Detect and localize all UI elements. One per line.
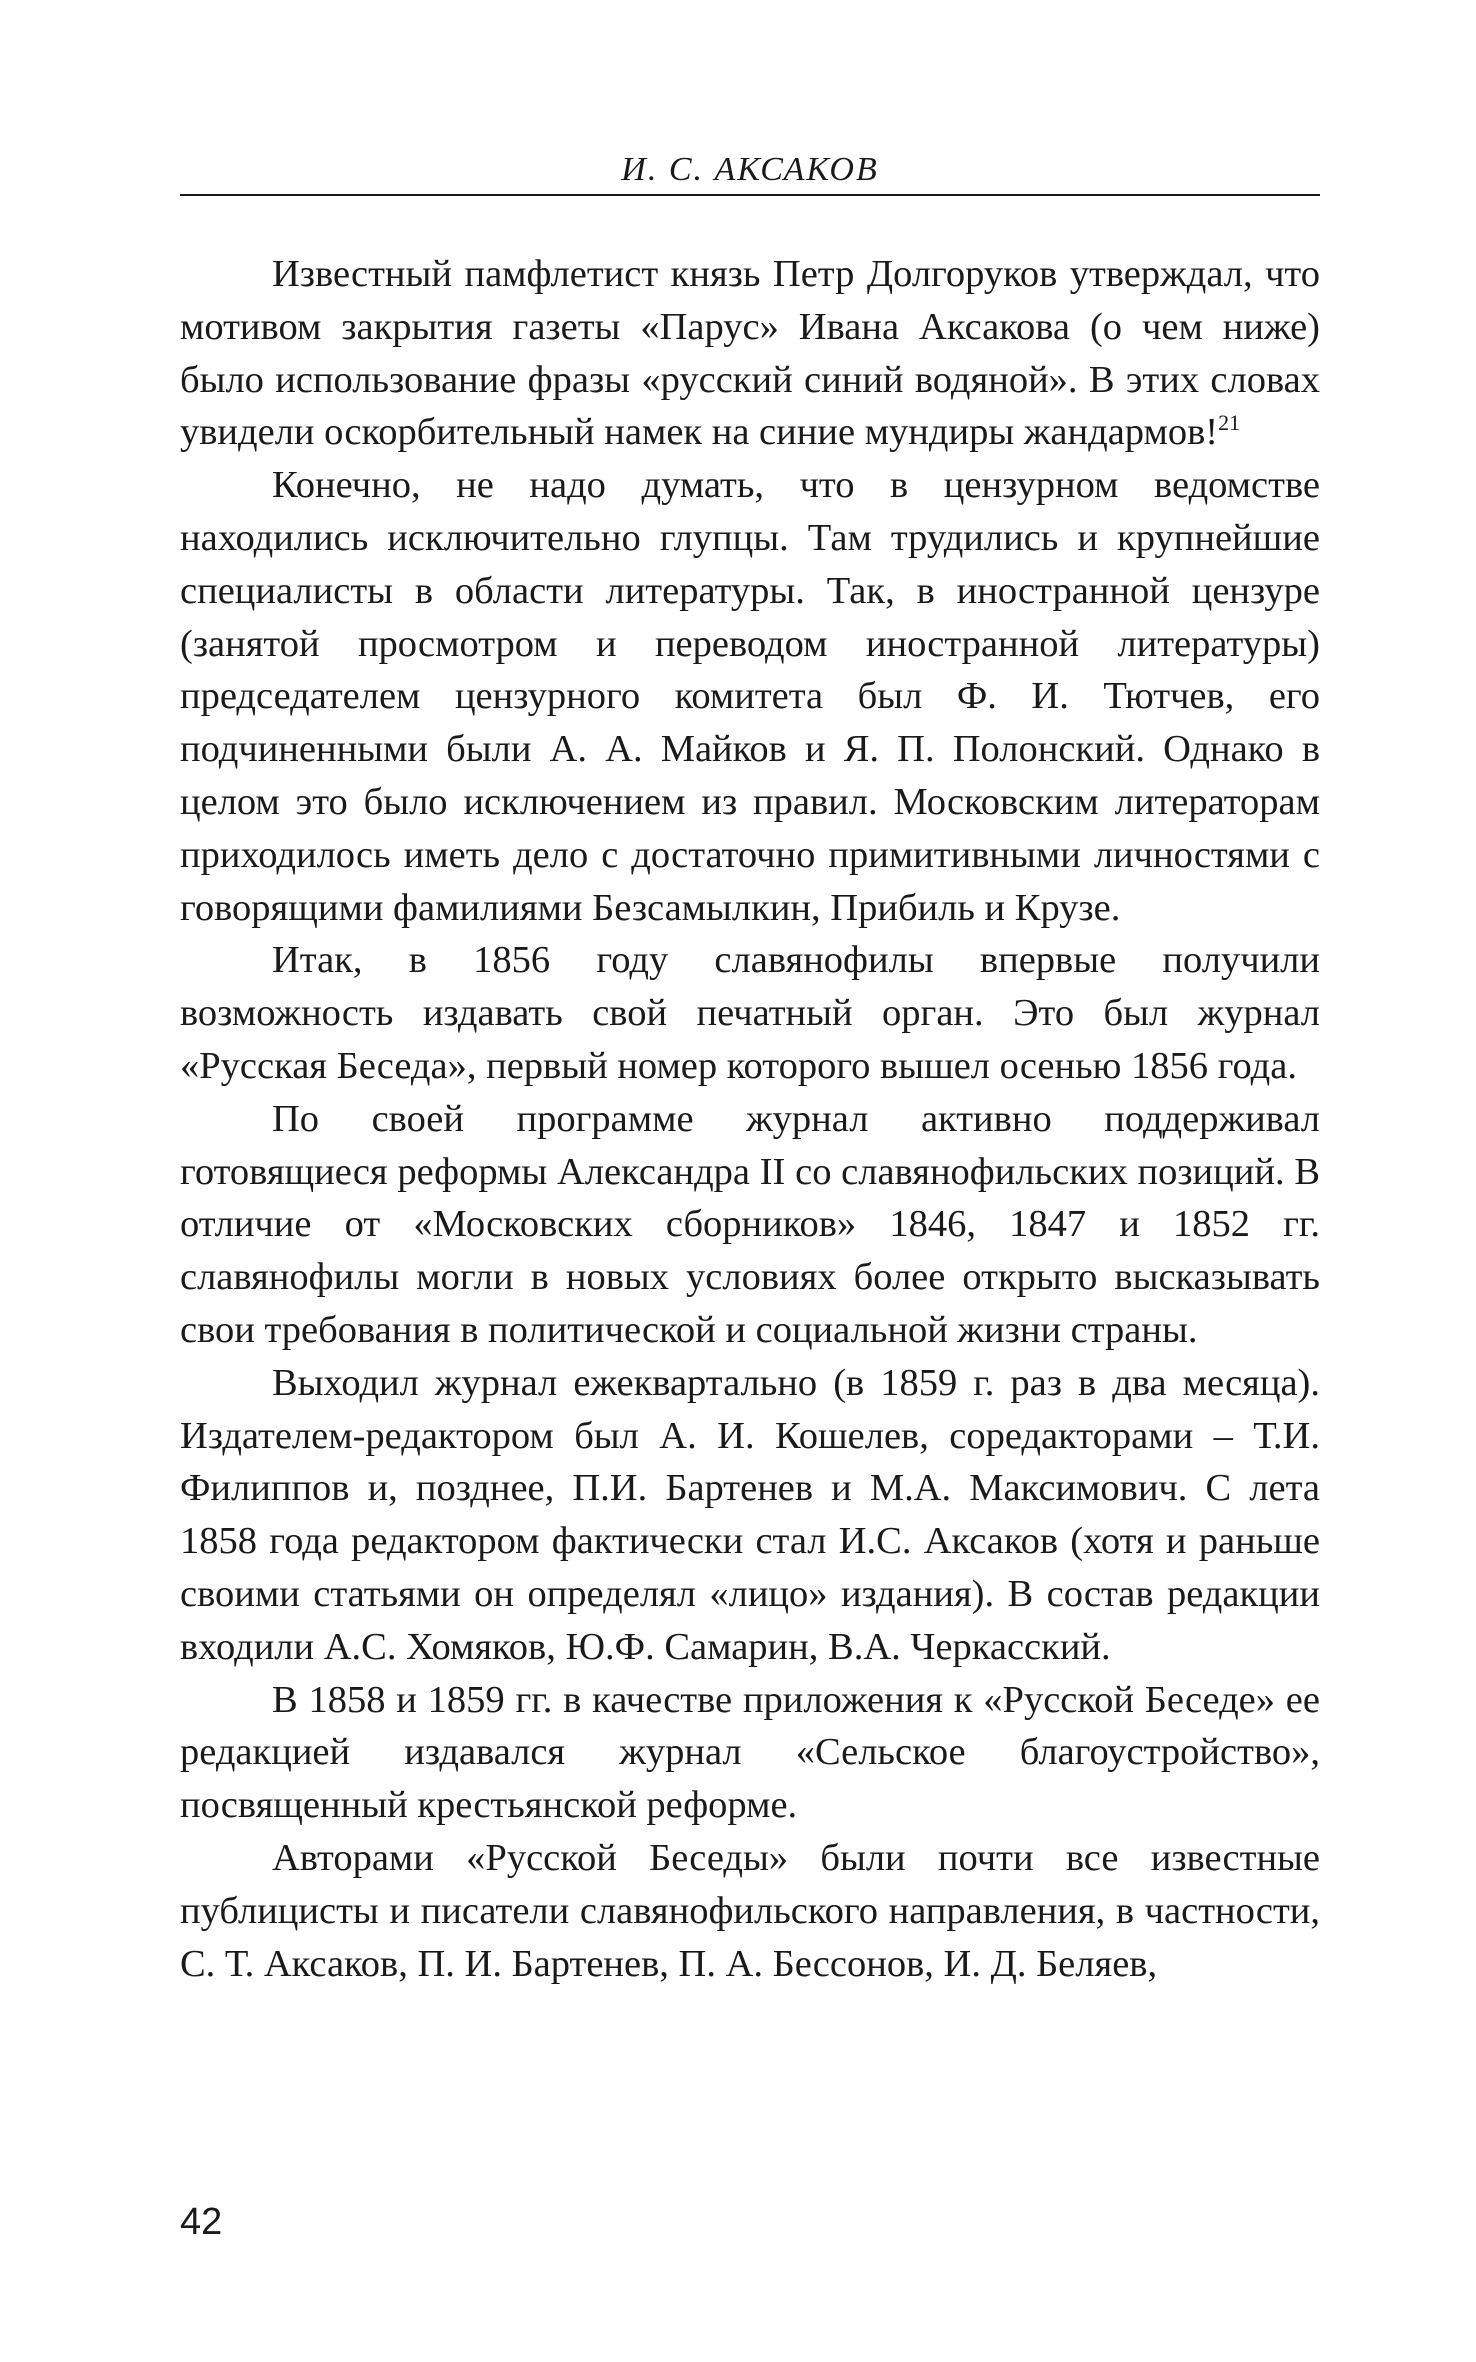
paragraph: В 1858 и 1859 гг. в качестве приложения к «Русской Беседе» ее редакцией издавался журнал «Сельское благоустройство», посвященный крестьянской реформе. xyxy=(180,1678,1320,1827)
running-head: И. С. АКСАКОВ xyxy=(621,151,879,188)
paragraph: Выходил журнал ежеквартально (в 1859 г. раз в два месяца). Издателем-редактором был А. И. Кошелев, соредакторами – Т.И. Филиппов и, позднее, П.И. Бартенев и М.А. Максимович. С лета 1858 года редактором фактически стал И.С. Аксаков (хотя и раньше своими статьями он определял «лицо» издания). В состав редакции входили А.С. Хомяков, Ю.Ф. Самарин, В.А. Черкасский. xyxy=(180,1361,1320,1668)
paragraph: Конечно, не надо думать, что в цензурном ведомстве находились исключительно глупцы. Там трудились и крупнейшие специалисты в области литературы. Так, в иностранной цензуре (занятой просмотром и переводом иностранной литературы) председателем цензурного комитета был Ф. И. Тютчев, его подчиненными были А. А. Майков и Я. П. Полонский. Однако в целом это было исключением из правил. Московским литераторам приходилось иметь дело с достаточно примитивными личностями с говорящими фамилиями Безсамылкин, Прибиль и Крузе. xyxy=(180,464,1320,929)
paragraph-text: Известный памфлетист князь Петр Долгоруков утверждал, что мотивом закрытия газеты «Парус» Ивана Аксакова (о чем ниже) было использование фразы «русский синий водяной». В этих словах увидели оскорбительный намек на синие мундиры жандармов! xyxy=(180,253,1320,454)
paragraph: Итак, в 1856 году славянофилы впервые получили возможность издавать свой печатный орган. Это был журнал «Русская Беседа», первый номер которого вышел осенью 1856 года. xyxy=(180,939,1320,1087)
paragraph xyxy=(180,248,1320,459)
footnote-reference[interactable]: 21 xyxy=(1218,410,1241,436)
paragraph: По своей программе журнал активно поддерживал готовящиеся реформы Александра II со славянофильских позиций. В отличие от «Московских сборников» 1846, 1847 и 1852 гг. славянофилы могли в новых условиях более открыто высказывать свои требования в политической и социальной жизни страны. xyxy=(180,1097,1320,1351)
header-rule xyxy=(180,194,1320,196)
paragraph: Авторами «Русской Беседы» были почти все известные публицисты и писатели славянофильского направления, в частности, С. Т. Аксаков, П. И. Бартенев, П. А. Бессонов, И. Д. Беляев, xyxy=(180,1836,1320,1985)
main-text xyxy=(180,248,1320,1990)
page-number: 42 xyxy=(180,2201,223,2243)
